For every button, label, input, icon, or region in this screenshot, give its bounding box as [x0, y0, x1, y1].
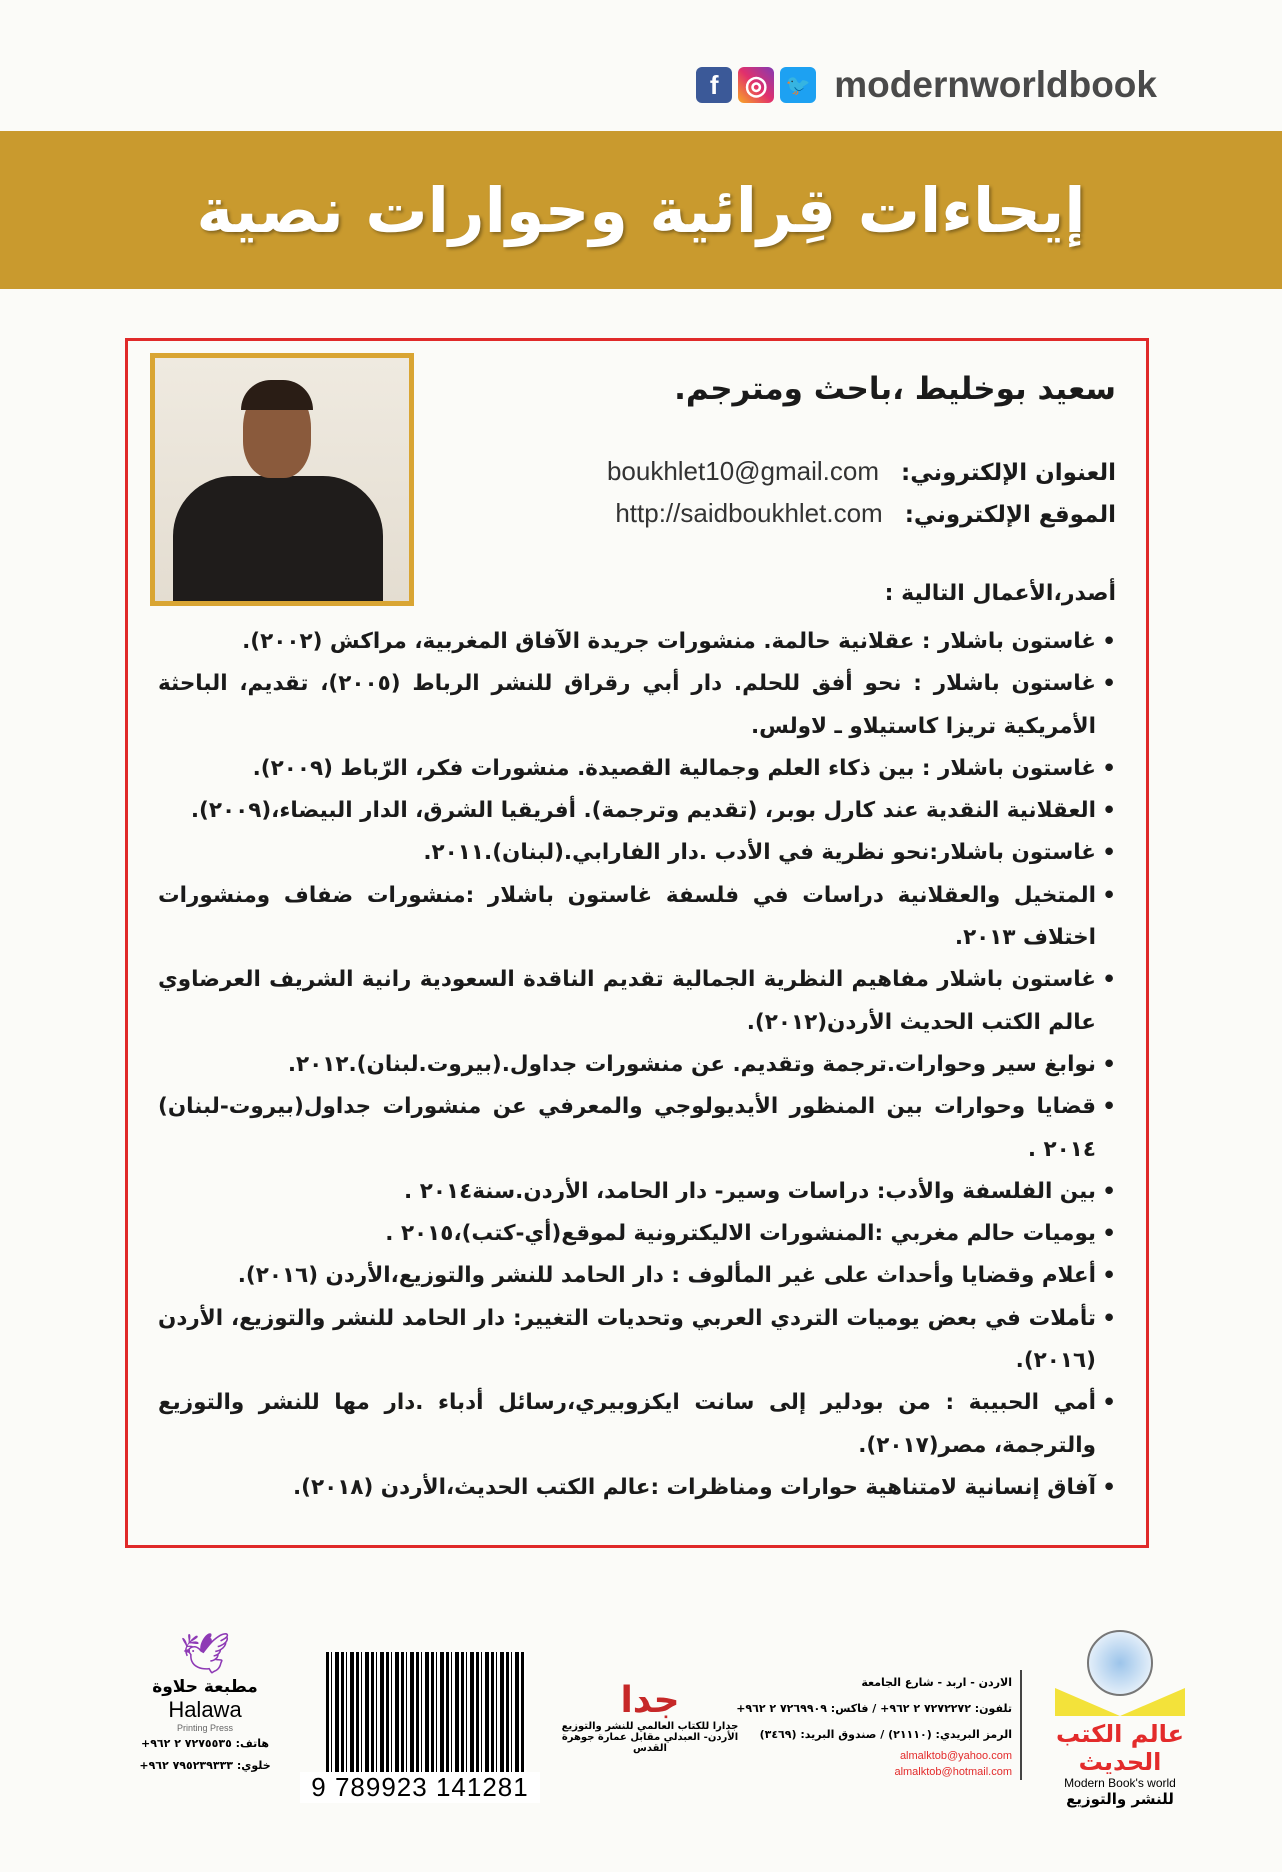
works-list — [158, 621, 1116, 1509]
printer-mobile: خلوي: ٧٩٥٢٣٩٣٣٣ ٩٦٢+ — [139, 1759, 271, 1772]
author-frame — [125, 338, 1149, 1548]
email-line — [158, 456, 1116, 487]
printer-logo — [130, 1630, 280, 1777]
publisher-email-2[interactable]: almalktob@hotmail.com — [894, 1766, 1012, 1778]
imprint-area — [0, 1620, 1282, 1808]
list-item: • غاستون باشلار : بين ذكاء العلم وجمالية القصيدة. منشورات فكر، الرّباط (٢٠٠٩). — [158, 748, 1116, 790]
author-name: سعيد بوخليط ،باحث ومترجم. — [674, 371, 1116, 407]
publisher-name-ar: عالم الكتب الحديث — [1056, 1720, 1184, 1776]
publisher-postal: الرمز البريدي: (٢١١١٠) / صندوق البريد: (٣٤٦٩) — [759, 1728, 1012, 1741]
pegasus-icon: 🕊 — [179, 1631, 231, 1677]
facebook-icon[interactable]: f — [696, 67, 732, 103]
list-item: • آفاق إنسانية لامتناهية حوارات ومناظرات :عالم الكتب الحديث،الأردن (٢٠١٨). — [158, 1467, 1116, 1509]
publisher-logo — [1050, 1630, 1190, 1808]
list-item: • العقلانية النقدية عند كارل بوبر، (تقديم وترجمة). أفريقيا الشرق، الدار البيضاء،(٢٠٠٩). — [158, 790, 1116, 832]
list-item: • بين الفلسفة والأدب: دراسات وسير- دار الحامد، الأردن.سنة٢٠١٤ . — [158, 1171, 1116, 1213]
title-band — [0, 131, 1282, 289]
printer-sub: Printing Press — [176, 1723, 234, 1733]
list-item: • يوميات حالم مغربي :المنشورات الاليكترونية لموقع(أي-كتب)،٢٠١٥ . — [158, 1213, 1116, 1255]
publisher-contact — [736, 1670, 1022, 1780]
list-item: • نوابغ سير وحوارات.ترجمة وتقديم. عن منشورات جداول.(بيروت.لبنان).٢٠١٢. — [158, 1044, 1116, 1086]
printer-phone: هاتف: ٧٢٧٥٥٣٥ ٢ ٩٦٢+ — [141, 1737, 269, 1750]
distributor-logo — [560, 1680, 740, 1754]
publisher-phone: تلفون: ٧٢٧٢٢٧٢ ٢ ٩٦٢+ / فاكس: ٧٢٦٩٩٠٩ ٢ ٩٦٢+ — [736, 1702, 1012, 1715]
globe-icon — [1087, 1630, 1153, 1696]
barcode — [326, 1652, 526, 1772]
list-item: • غاستون باشلار : عقلانية حالمة. منشورات جريدة الآفاق المغربية، مراكش (٢٠٠٢). — [158, 621, 1116, 663]
publisher-tagline: للنشر والتوزيع — [1066, 1790, 1174, 1808]
site-link[interactable]: http://saidboukhlet.com — [615, 498, 883, 528]
site-line — [158, 498, 1116, 529]
printer-name-en: Halawa — [168, 1697, 242, 1722]
distributor-logo-mark: جدا — [620, 1680, 680, 1721]
publisher-address: الاردن - اربد - شارع الجامعة — [861, 1676, 1012, 1689]
distributor-address: الأردن- العبدلي مقابل عمارة جوهرة القدس — [561, 1732, 739, 1754]
instagram-icon[interactable]: ◎ — [738, 67, 774, 103]
list-item: • أمي الحبيبة : من بودلير إلى سانت ايكزوبيري،رسائل أدباء .دار مها للنشر والتوزيع والترجمة، مصر(٢٠١٧). — [158, 1382, 1116, 1467]
book-title: إيحاءات قِرائية وحوارات نصية — [196, 173, 1086, 247]
works-heading: أصدر،الأعمال التالية : — [884, 581, 1116, 606]
list-item: • غاستون باشلار : نحو أفق للحلم. دار أبي رقراق للنشر الرباط (٢٠٠٥)، تقديم، الباحثة الأمريكية تريزا كاستيلاو ـ لاولس. — [158, 663, 1116, 748]
printer-name-ar: مطبعة حلاوة — [152, 1677, 258, 1697]
social-handle: modernworldbook — [834, 64, 1157, 105]
list-item: • غاستون باشلار مفاهيم النظرية الجمالية تقديم الناقدة السعودية رانية الشريف العرضاوي عالم الكتب الحديث الأردن(٢٠١٢). — [158, 959, 1116, 1044]
list-item: • قضايا وحوارات بين المنظور الأيديولوجي والمعرفي عن منشورات جداول(بيروت-لبنان) ٢٠١٤ . — [158, 1086, 1116, 1171]
isbn-number: 9 789923 141281 — [300, 1772, 540, 1803]
publisher-email-1[interactable]: almalktob@yahoo.com — [899, 1750, 1012, 1762]
list-item: • المتخيل والعقلانية دراسات في فلسفة غاستون باشلار :منشورات ضفاف ومنشورات اختلاف ٢٠١٣. — [158, 875, 1116, 960]
publisher-name-en: Modern Book's world — [1064, 1776, 1176, 1790]
list-item: • أعلام وقضايا وأحداث على غير المألوف : دار الحامد للنشر والتوزيع،الأردن (٢٠١٦). — [158, 1255, 1116, 1297]
email-link[interactable]: boukhlet10@gmail.com — [606, 456, 880, 486]
distributor-name: جدارا للكتاب العالمي للنشر والتوزيع — [561, 1721, 739, 1732]
social-bar — [696, 64, 1157, 106]
site-label: الموقع الإلكتروني: — [904, 502, 1116, 528]
email-label: العنوان الإلكتروني: — [901, 460, 1116, 486]
list-item: • تأملات في بعض يوميات التردي العربي وتحديات التغيير: دار الحامد للنشر والتوزيع، الأردن (٢٠١٦). — [158, 1298, 1116, 1383]
list-item: • غاستون باشلار:نحو نظرية في الأدب .دار الفارابي.(لبنان).٢٠١١. — [158, 832, 1116, 874]
twitter-icon[interactable]: 🐦 — [780, 67, 816, 103]
